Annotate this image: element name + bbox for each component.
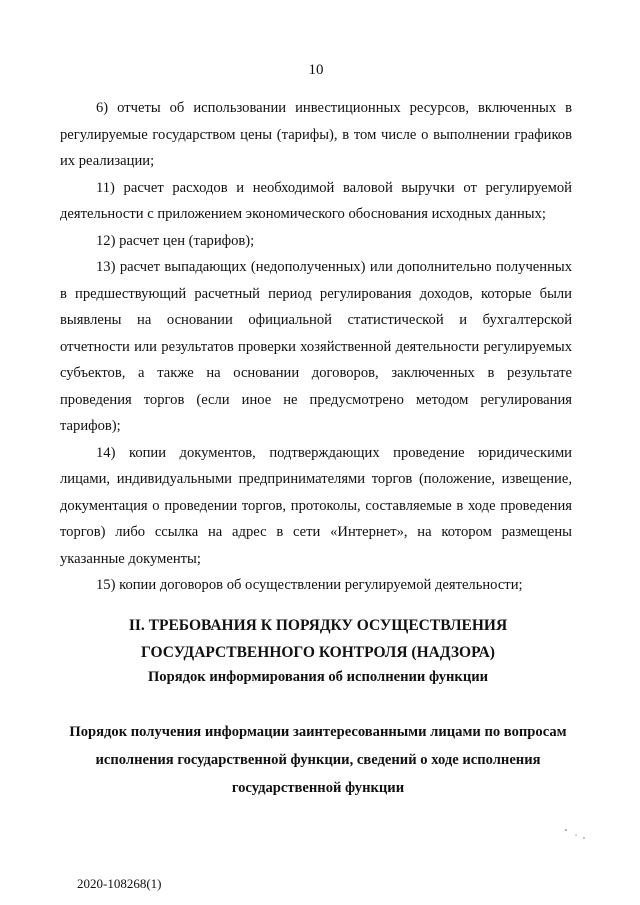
section-title-line: II. ТРЕБОВАНИЯ К ПОРЯДКУ ОСУЩЕСТВЛЕНИЯ	[128, 617, 508, 634]
list-item-15: 15) копии договоров об осуществлении регулируемой деятельности;	[96, 577, 523, 593]
subsection-title	[40, 665, 596, 689]
section-title	[40, 612, 596, 666]
section-title-line: ГОСУДАРСТВЕННОГО КОНТРОЛЯ (НАДЗОРА)	[141, 644, 495, 661]
document-body	[60, 95, 572, 599]
block-title-line: государственной функции	[231, 780, 405, 796]
list-item-14: 14) копии документов, подтверждающих проведение юридическими лицами, индивидуальными предпринимателями торгов (положение, извещение, документация о проведении торгов, протоколы, составляемые в ходе проведения торгов) либо ссылка на адрес в сети «Интернет», на котором размещены указанные документы;	[60, 444, 572, 567]
document-code: 2020-108268(1)	[77, 876, 162, 891]
list-item-6: 6) отчеты об использовании инвестиционных ресурсов, включенных в регулируемые государством цены (тарифы), в том числе о выполнении графиков их реализации;	[60, 100, 572, 169]
block-title	[40, 718, 596, 802]
block-title-line: исполнения государственной функции, сведений о ходе исполнения	[95, 752, 541, 768]
list-item-13: 13) расчет выпадающих (недополученных) или дополнительно полученных в предшествующий расчетный период регулирования доходов, которые были выявлены на основании официальной статистической и бухгалтерской отчетности или результатов проверки хозяйственной деятельности регулируемых субъектов, а также на основании договоров, заключенных в результате проведения торгов (если иное не предусмотрено методом регулирования тарифов);	[60, 259, 572, 434]
scan-specks	[562, 822, 590, 842]
list-item-11: 11) расчет расходов и необходимой валовой выручки от регулируемой деятельности с приложением экономического обоснования исходных данных;	[60, 179, 572, 222]
subsection-title-line: Порядок информирования об исполнении функции	[147, 669, 489, 685]
list-item-12: 12) расчет цен (тарифов);	[96, 232, 255, 249]
page-number: 10	[308, 62, 324, 78]
block-title-line: Порядок получения информации заинтересованными лицами по вопросам	[69, 724, 567, 740]
